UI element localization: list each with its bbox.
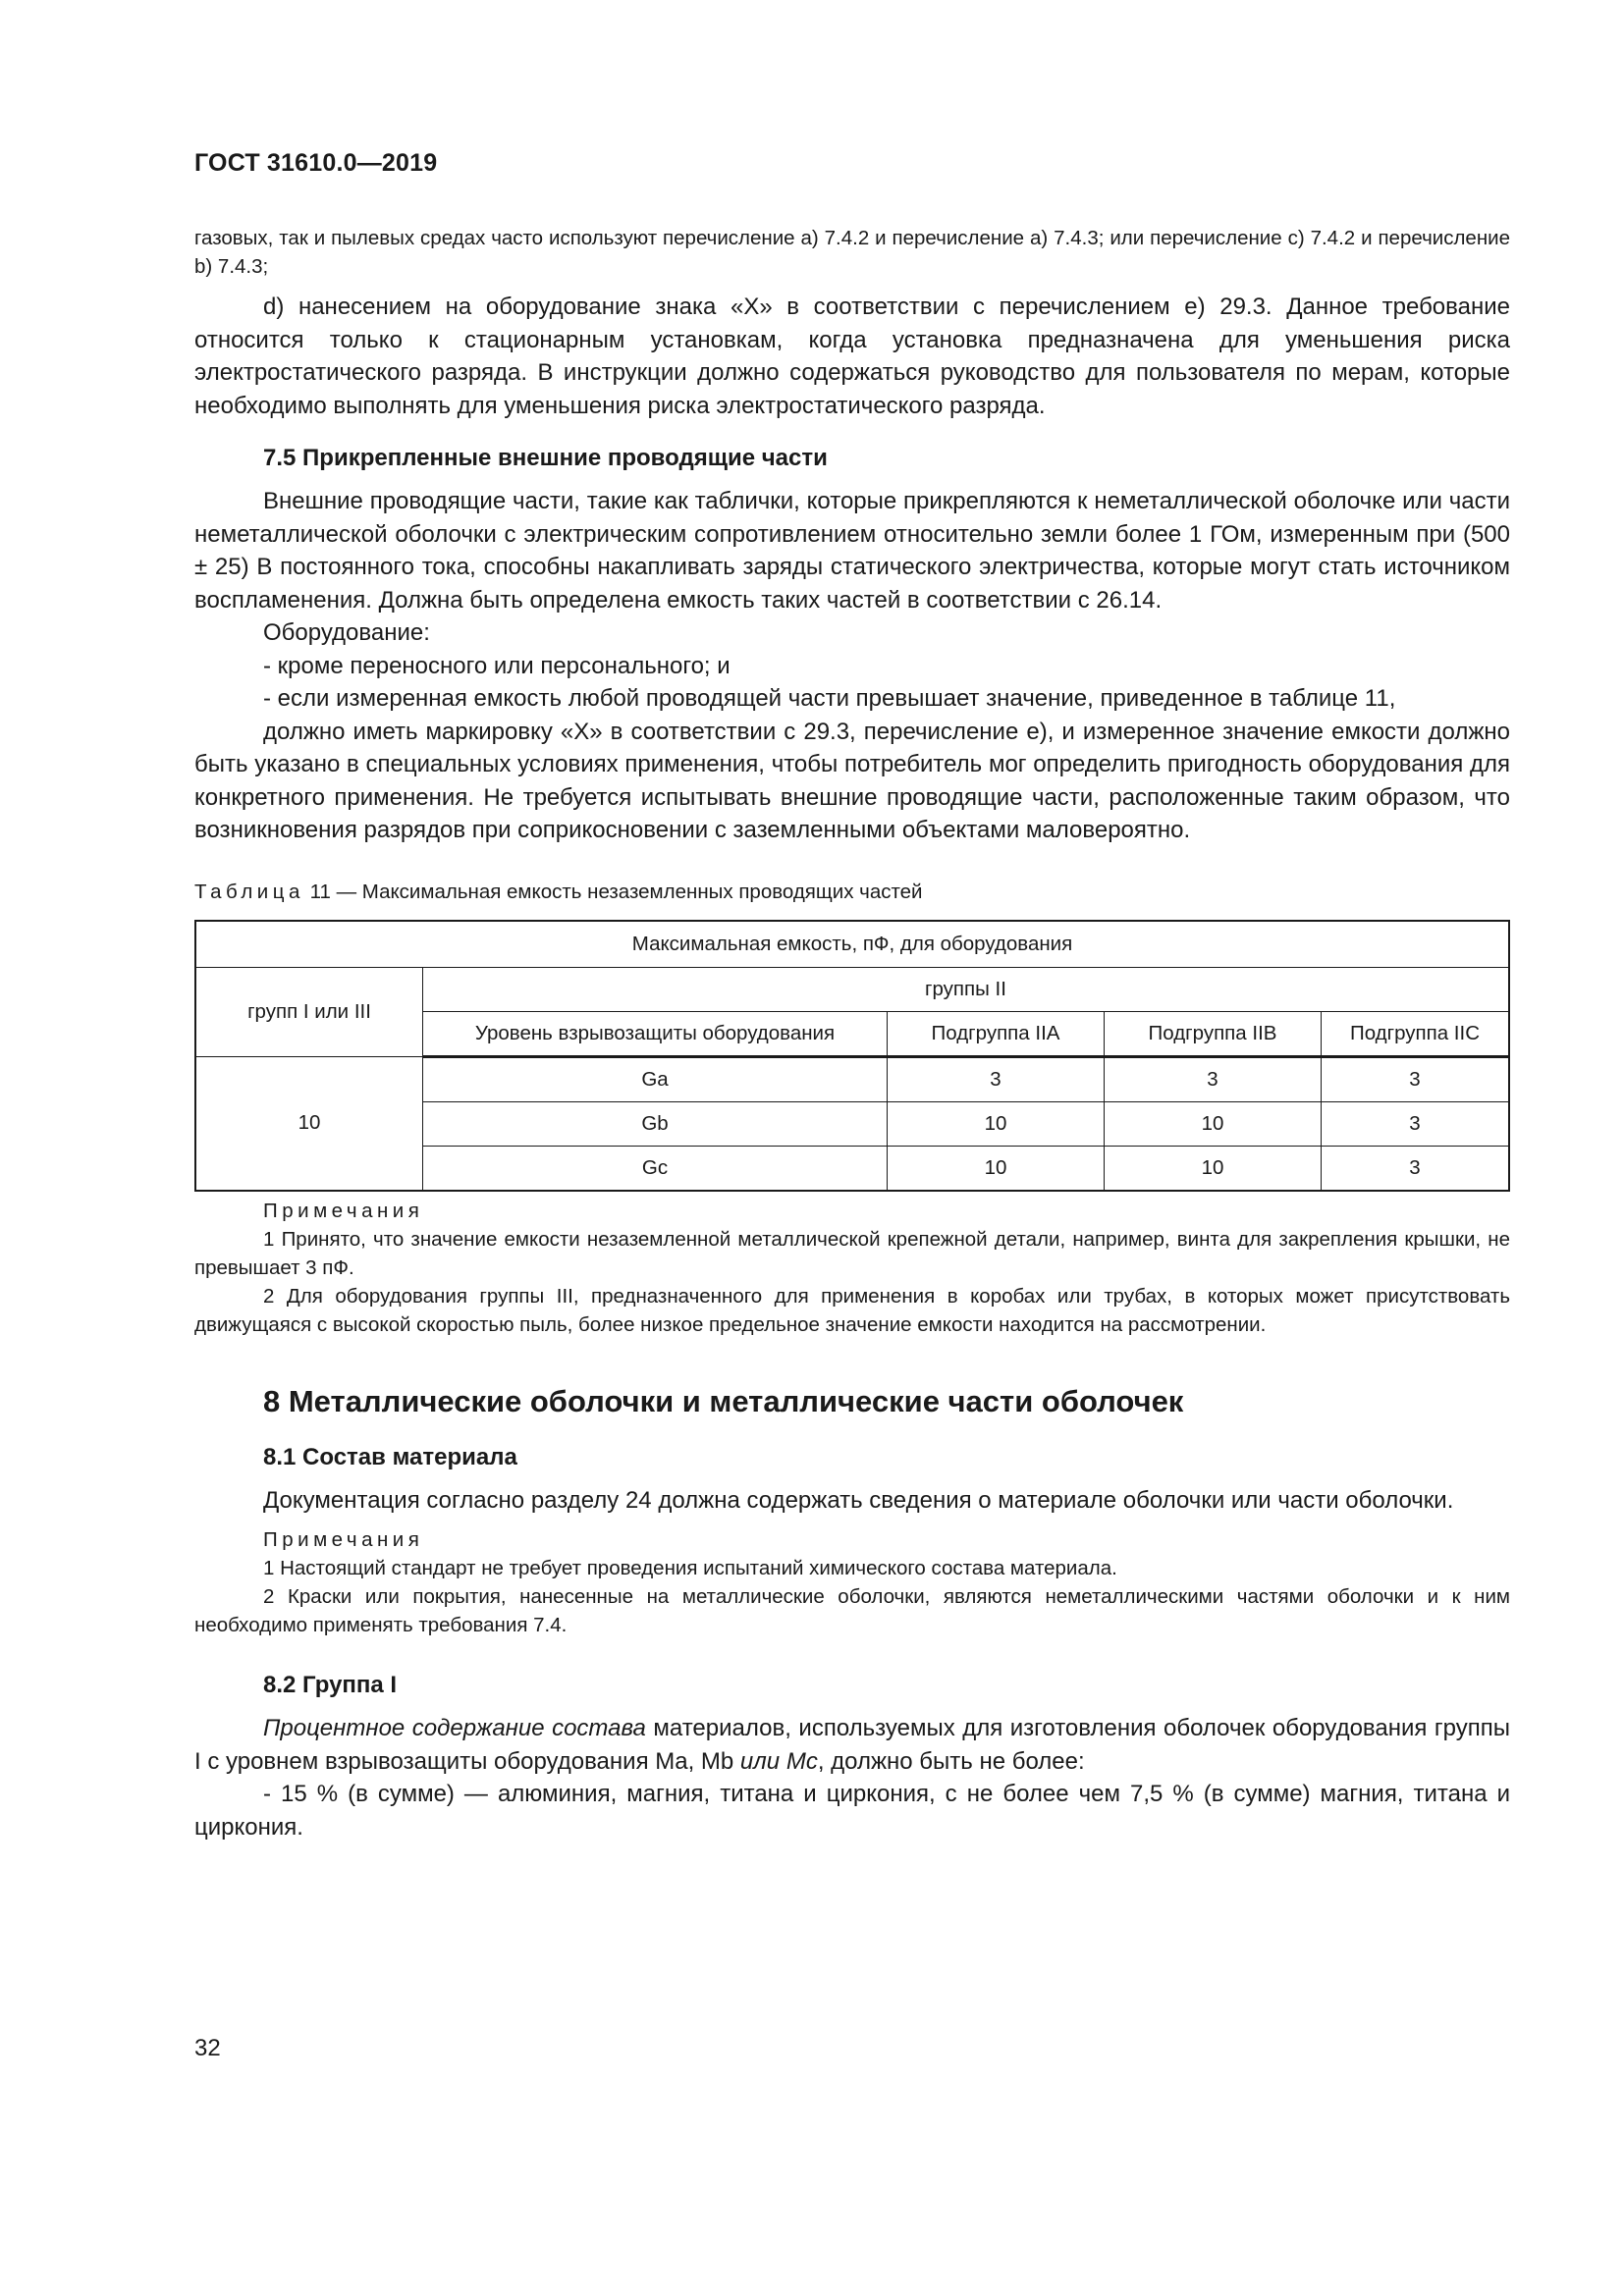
section-8-2-text-b: , должно быть не более: <box>817 1747 1085 1775</box>
table-cell-iia: 10 <box>888 1146 1105 1191</box>
table-note-1: 1 Принято, что значение емкости незаземленной металлической крепежной детали, например, винта для закрепления крышки, не превышает 3 пФ. <box>194 1227 1510 1279</box>
document-content <box>194 224 1510 1843</box>
section-7-5-paragraph-3: - кроме переносного или персонального; и <box>263 652 731 679</box>
table-cell-level: Gc <box>423 1146 888 1191</box>
table-header-iib: Подгруппа IIB <box>1105 1011 1322 1056</box>
section-8-2-text-a: материалов, используемых для изготовления оболочек оборудования группы I с уровнем взрывозащиты оборудования Ma, Mb <box>194 1715 1510 1775</box>
section-7-5-paragraph-4: - если измеренная емкость любой проводящей части превышает значение, приведенное в таблице 11, <box>263 685 1396 712</box>
section-8-1-paragraph: Документация согласно разделу 24 должна содержать сведения о материале оболочки или части оболочки. <box>263 1486 1454 1514</box>
table-cell-iia: 10 <box>888 1101 1105 1146</box>
table-header-top: Максимальная емкость, пФ, для оборудования <box>195 921 1509 968</box>
document-header: ГОСТ 31610.0—2019 <box>194 149 438 177</box>
table-header-group-2: группы II <box>423 967 1510 1011</box>
table-caption-text: 11 — Максимальная емкость незаземленных проводящих частей <box>309 880 923 903</box>
table-cell-iib: 3 <box>1105 1056 1322 1101</box>
table-cell-iib: 10 <box>1105 1101 1322 1146</box>
section-7-5-paragraph-2: Оборудование: <box>263 619 430 646</box>
paragraph-intro: газовых, так и пылевых средах часто используют перечисление a) 7.4.2 и перечисление a) 7.4.3; или перечисление c) 7.4.2 и перечисление b) 7.4.3; <box>194 227 1510 278</box>
table-cell-level: Ga <box>423 1056 888 1101</box>
section-8-1-note-2: 2 Краски или покрытия, нанесенные на металлические оболочки, являются неметаллическими частями оболочки и к ним необходимо применять требования 7.4. <box>194 1585 1510 1636</box>
table-cell-iic: 3 <box>1322 1146 1510 1191</box>
paragraph-item-d: d) нанесением на оборудование знака «X» в соответствии с перечислением e) 29.3. Данное требование относится только к стационарным установкам, когда установка предназначена для уменьшения риска электростатического разряда. В инструкции должно содержаться руководство для пользователя по мерам, которые необходимо выполнять для уменьшения риска электростатического разряда. <box>194 294 1510 419</box>
page-number: 32 <box>194 2035 221 2061</box>
section-7-5-paragraph-1: Внешние проводящие части, такие как таблички, которые прикрепляются к неметаллической оболочке или части неметаллической оболочки с электрическим сопротивлением относительно земли более 1 ГОм, измеренным при (500 ± 25) В постоянного тока, способны накапливать заряды статического электричества, которые могут стать источником воспламенения. Должна быть определена емкость таких частей в соответствии с 26.14. <box>194 488 1510 614</box>
document-page <box>194 0 1510 2296</box>
section-8-1-note-1: 1 Настоящий стандарт не требует проведения испытаний химического состава материала. <box>263 1557 1117 1579</box>
section-8-2-italic-2: или Mc <box>739 1747 818 1775</box>
table-cell-groups-1-3-value: 10 <box>195 1056 423 1191</box>
table-cell-level: Gb <box>423 1101 888 1146</box>
section-8-1-notes-title: Примечания <box>263 1528 424 1551</box>
table-cell-iia: 3 <box>888 1056 1105 1101</box>
table-row <box>195 1056 1509 1101</box>
table-header-row-1 <box>195 921 1509 968</box>
table-header-iia: Подгруппа IIA <box>888 1011 1105 1056</box>
section-8-2-heading: 8.2 Группа I <box>263 1672 398 1698</box>
table-notes-title: Примечания <box>263 1199 424 1222</box>
section-7-5-paragraph-5: должно иметь маркировку «X» в соответствии с 29.3, перечисление e), и измеренное значение емкости должно быть указано в специальных условиях применения, чтобы потребитель мог определить пригодность оборудования для конкретного применения. Не требуется испытывать внешние проводящие части, расположенные таким образом, что возникновения разрядов при соприкосновении с заземленными объектами маловероятно. <box>194 718 1510 843</box>
table-11 <box>194 920 1510 1192</box>
section-8-2-italic-1: Процентное содержание состава <box>263 1715 646 1741</box>
table-header-row-2 <box>195 967 1509 1011</box>
table-note-2: 2 Для оборудования группы III, предназначенного для применения в коробах или трубах, в которых может присутствовать движущаяся с высокой скоростью пыль, более низкое предельное значение емкости находится на рассмотрении. <box>194 1284 1510 1336</box>
table-header-iic: Подгруппа IIC <box>1322 1011 1510 1056</box>
table-cell-iic: 3 <box>1322 1101 1510 1146</box>
table-cell-iic: 3 <box>1322 1056 1510 1101</box>
table-header-level: Уровень взрывозащиты оборудования <box>423 1011 888 1056</box>
section-8-heading: 8 Металлические оболочки и металлические части оболочек <box>263 1383 1184 1418</box>
section-8-2-paragraph-1 <box>194 1712 1510 1778</box>
section-8-2-paragraph-2: - 15 % (в сумме) — алюминия, магния, титана и циркония, с не более чем 7,5 % (в сумме) магния, титана и циркония. <box>194 1781 1510 1841</box>
section-8-1-heading: 8.1 Состав материала <box>263 1443 517 1470</box>
table-header-groups-1-3: групп I или III <box>195 967 423 1056</box>
table-cell-iib: 10 <box>1105 1146 1322 1191</box>
table-11-caption <box>194 879 1510 906</box>
section-7-5-heading: 7.5 Прикрепленные внешние проводящие части <box>263 445 828 471</box>
table-caption-word: Таблица <box>194 880 304 903</box>
